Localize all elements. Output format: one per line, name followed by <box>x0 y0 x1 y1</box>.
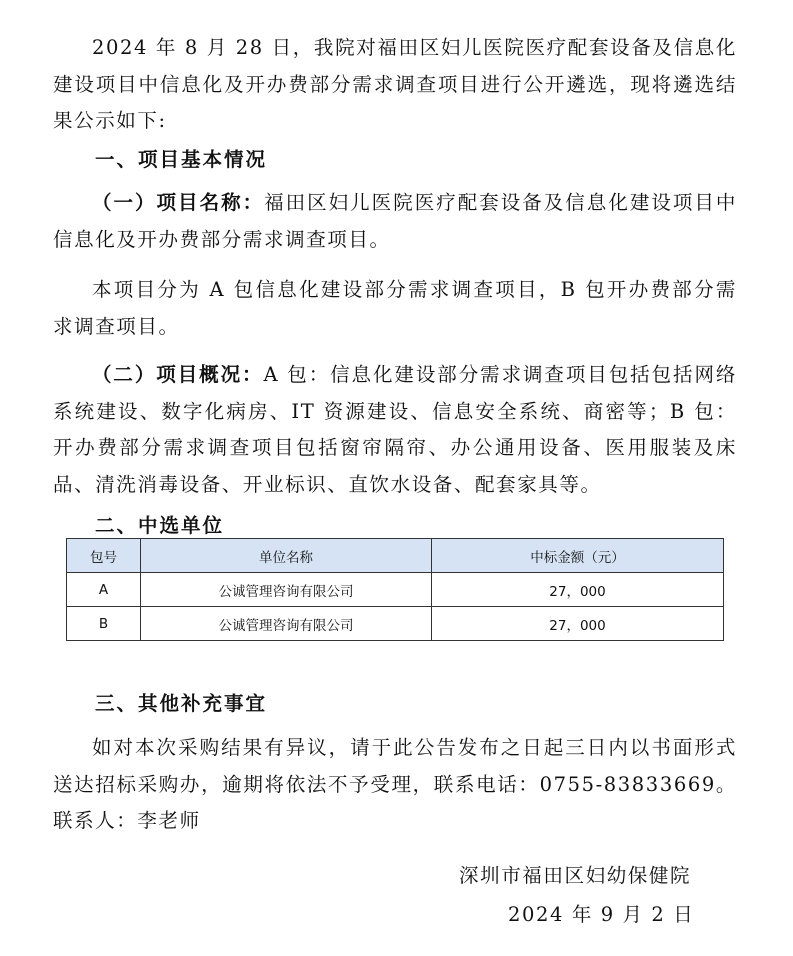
intro-paragraph: 2024 年 8 月 28 日，我院对福田区妇儿医院医疗配套设备及信息化建设项目中信息化及开办费部分需求调查项目进行公开遴选，现将遴选结果公示如下: <box>53 36 737 132</box>
project-overview-text: A 包：信息化建设部分需求调查项目包括包括网络系统建设、数字化病房、IT 资源建设、信息安全系统、商密等；B 包：开办费部分需求调查项目包括窗帘隔帘、办公通用设备、医用服装及床品、清洗消毒设备、开业标识、直饮水设备、配套家具等。 <box>53 363 737 496</box>
table-row <box>67 607 724 641</box>
cell-amount: 27，000 <box>432 573 724 607</box>
project-name-label: （一）项目名称： <box>92 191 265 214</box>
cell-amount: 27，000 <box>432 607 724 641</box>
signature-org: 深圳市福田区妇幼保健院 <box>459 864 692 887</box>
section3-heading: 三、其他补充事宜 <box>95 692 268 715</box>
project-name-text: 福田区妇儿医院医疗配套设备及信息化建设项目中信息化及开办费部分需求调查项目。 <box>53 191 737 251</box>
signature-date: 2024 年 9 月 2 日 <box>508 903 695 926</box>
winning-bidders-table <box>66 538 724 641</box>
header-package: 包号 <box>67 539 141 573</box>
cell-package: B <box>67 607 141 641</box>
header-amount: 中标金额（元） <box>432 539 724 573</box>
cell-company: 公诚管理咨询有限公司 <box>141 607 432 641</box>
project-overview-label: （二）项目概况： <box>92 363 264 386</box>
header-company: 单位名称 <box>141 539 432 573</box>
project-overview-paragraph <box>53 357 737 503</box>
objection-paragraph: 如对本次采购结果有异议，请于此公告发布之日起三日内以书面形式送达招标采购办，逾期将依法不予受理，联系电话：0755-83833669。联系人：李老师 <box>53 736 737 832</box>
section2-heading: 二、中选单位 <box>95 514 225 537</box>
cell-company: 公诚管理咨询有限公司 <box>141 573 432 607</box>
cell-package: A <box>67 573 141 607</box>
section1-heading: 一、项目基本情况 <box>95 148 268 171</box>
table-header-row <box>67 539 724 573</box>
table-row <box>67 573 724 607</box>
package-split-paragraph: 本项目分为 A 包信息化建设部分需求调查项目，B 包开办费部分需求调查项目。 <box>53 278 737 338</box>
project-name-paragraph <box>53 185 737 258</box>
